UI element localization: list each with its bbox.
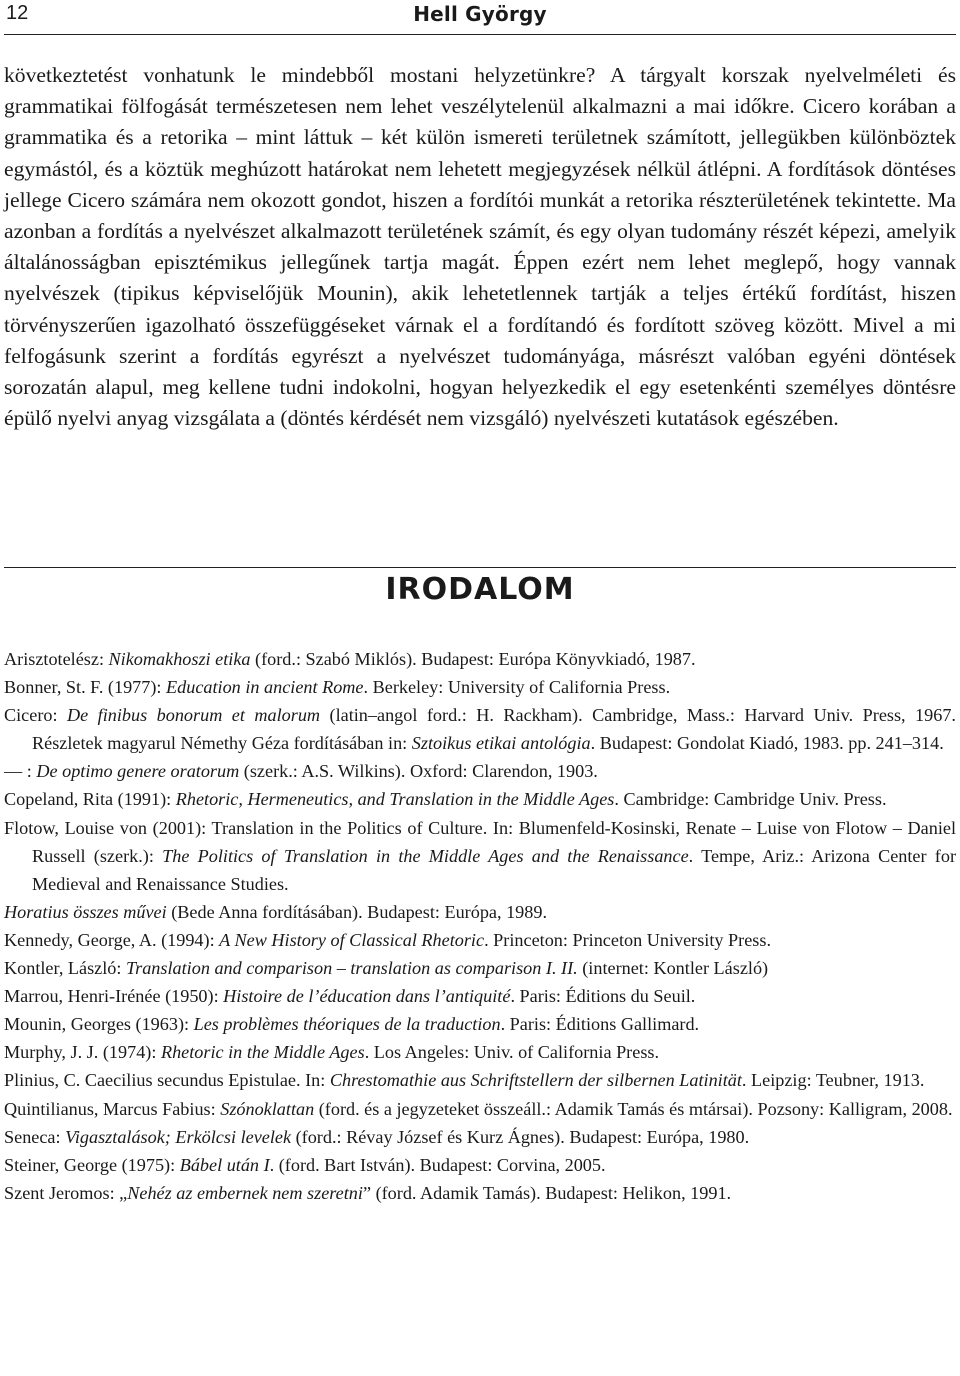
running-head-author: Hell György (413, 2, 547, 26)
reference-item: Kontler, László: Translation and comparison – translation as comparison I. II. (internet: Kontler László) (4, 958, 769, 979)
reference-item: Szent Jeromos: „Nehéz az embernek nem szeretni” (ford. Adamik Tamás). Budapest: Helikon, 1991. (4, 1182, 732, 1203)
reference-item: Kennedy, George, A. (1994): A New History of Classical Rhetoric. Princeton: Princeton University Press. (4, 929, 772, 950)
reference-item: Arisztotelész: Nikomakhoszi etika (ford.: Szabó Miklós). Budapest: Európa Könyvkiadó, 1987. (4, 649, 696, 669)
reference-item: Seneca: Vigasztalások; Erkölcsi levelek (ford.: Révay József és Kurz Ágnes). Budapest: Európa, 1980. (4, 1126, 750, 1147)
reference-item: Horatius összes művei (Bede Anna fordításában). Budapest: Európa, 1989. (4, 901, 548, 922)
page-number: 12 (6, 2, 29, 24)
body-paragraph: következtetést vonhatunk le mindebből mostani helyzetünkre? A tárgyalt korszak nyelvelméleti és grammatikai fölfogását természetesen nem lehet veszélytelenül alkalmazni a mai időkre. Cicero korában a grammatika és a retorika – mint láttuk – két külön ismereti területnek számított, jellegükben különböztek egymástól, és a köztük meghúzott határokat nem lehetett megjegyzések nélkül átlépni. A fordítások döntéses jellege Cicero számára nem okozott gondot, hiszen a fordítói munkát a retorika részterületének tekintette. Ma azonban a fordítás a nyelvészet alkalmazott területének számít, és egy olyan tudomány részét képezi, amelyik általánosságban episztémikus jellegűnek tartja magát. Éppen ezért nem lehet meglepő, hogy vannak nyelvészek (tipikus képviselőjük Mounin), akik lehetetlennek tartják a teljes értékű fordítást, hiszen törvényszerűen igazolható összefüggéseket várnak el a fordítandó és fordított szöveg között. Mivel a mi felfogásunk szerint a fordítás egyrészt a nyelvészet tudományága, másrészt valóban egyéni döntések sorozatán alapul, meg kellene tudni indokolni, hogyan helyezkedik el egy esetenkénti személyes döntésre épülő nyelvi anyag vizsgálata a (döntés kérdését nem vizsgáló) nyelvészeti kutatások egészében. (4, 63, 956, 431)
header-divider (4, 34, 956, 35)
reference-item: Mounin, Georges (1963): Les problèmes théoriques de la traduction. Paris: Éditions Gallimard. (4, 1014, 700, 1035)
reference-item: Plinius, C. Caecilius secundus Epistulae. In: Chrestomathie aus Schriftstellern der silbernen Latinität. Leipzig: Teubner, 1913. (4, 1070, 925, 1091)
reference-item: Bonner, St. F. (1977): Education in ancient Rome. Berkeley: University of California Press. (4, 677, 671, 698)
reference-item: Quintilianus, Marcus Fabius: Szónoklattan (ford. és a jegyzeteket összeáll.: Adamik Tamás és mtársai). Pozsony: Kalligram, 2008. (4, 1098, 953, 1119)
reference-item: — : De optimo genere oratorum (szerk.: A.S. Wilkins). Oxford: Clarendon, 1903. (4, 761, 598, 782)
reference-item: Marrou, Henri-Irénée (1950): Histoire de l’éducation dans l’antiquité. Paris: Éditions du Seuil. (4, 986, 696, 1007)
reference-item: Murphy, J. J. (1974): Rhetoric in the Middle Ages. Los Angeles: Univ. of California Press. (4, 1042, 660, 1063)
reference-item: Steiner, George (1975): Bábel után I. (ford. Bart István). Budapest: Corvina, 2005. (4, 1154, 606, 1175)
reference-item: Cicero: De finibus bonorum et malorum (latin–angol ford.: H. Rackham). Cambridge, Mass.: Harvard Univ. Press, 1967. Részletek magyarul Némethy Géza fordításában in: Sztoikus etikai antológia. Budapest: Gondolat Kiadó, 1983. pp. 241–314. (4, 705, 956, 754)
section-heading: IRODALOM (385, 572, 575, 607)
section-divider (4, 567, 956, 568)
page-header (4, 0, 956, 32)
reference-item: Flotow, Louise von (2001): Translation in the Politics of Culture. In: Blumenfeld-Kosinski, Renate – Luise von Flotow – Daniel Russell (szerk.): The Politics of Translation in the Middle Ages and the Renaissance. Tempe, Ariz.: Arizona Center for Medieval and Renaissance Studies. (4, 817, 956, 894)
reference-list (4, 645, 956, 1207)
reference-item: Copeland, Rita (1991): Rhetoric, Hermeneutics, and Translation in the Middle Ages. Cambridge: Cambridge Univ. Press. (4, 789, 887, 810)
